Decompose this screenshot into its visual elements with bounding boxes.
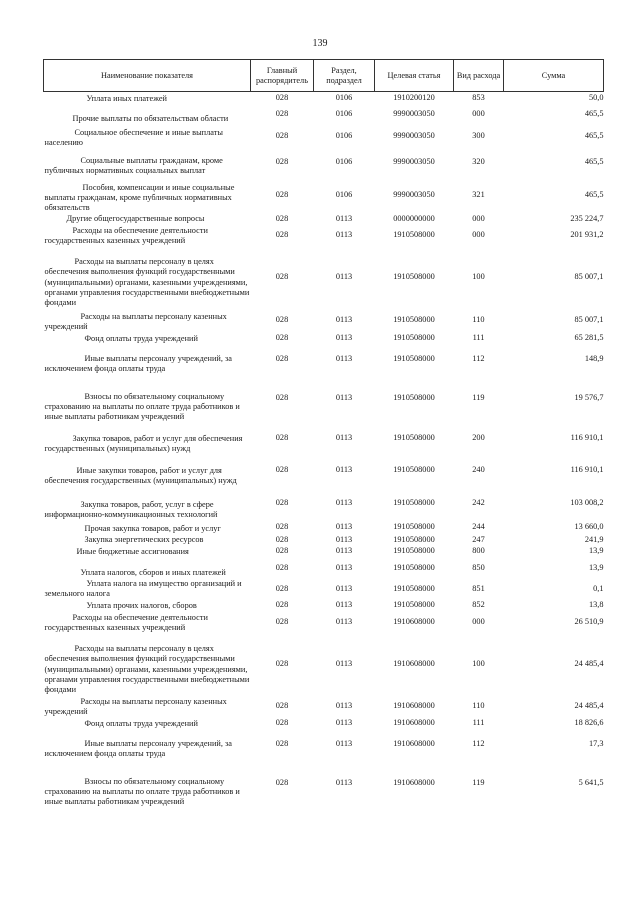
cell-name: Закупка товаров, работ, услуг в сфере информационно-коммуникационных технологий (44, 499, 218, 520)
column-header-name: Наименование показателя (44, 60, 251, 92)
table-row (44, 455, 604, 487)
cell-type: 247 (472, 534, 485, 544)
cell-section: 0113 (335, 562, 353, 572)
table-row (44, 634, 604, 696)
cell-name: Уплата прочих налогов, сборов (86, 601, 197, 611)
cell-manager: 028 (275, 701, 289, 711)
cell-name: Расходы на обеспечение деятельности государственных казенных учреждений (44, 225, 208, 246)
table-row (44, 696, 604, 718)
cell-section: 0113 (335, 272, 353, 282)
cell-manager: 028 (275, 433, 289, 443)
cell-manager: 028 (275, 393, 289, 403)
table-row (44, 718, 604, 730)
cell-sum: 13 660,0 (574, 522, 604, 532)
cell-section: 0113 (335, 333, 353, 343)
cell-manager: 028 (275, 333, 289, 343)
table-row (44, 375, 604, 423)
cell-target: 9990003050 (393, 157, 435, 167)
cell-type: 112 (472, 739, 485, 749)
column-header-manager: Главный распорядитель (251, 60, 314, 92)
table-row (44, 546, 604, 558)
cell-target: 1910508000 (393, 522, 435, 532)
cell-type: 000 (472, 213, 485, 223)
cell-manager: 028 (275, 617, 289, 627)
cell-type: 300 (472, 131, 485, 141)
cell-name: Иные выплаты персоналу учреждений, за исключением фонда оплаты труда (44, 353, 232, 374)
cell-name: Прочие выплаты по обязательствам области (72, 114, 229, 124)
cell-target: 1910508000 (393, 600, 435, 610)
cell-manager: 028 (275, 583, 289, 593)
cell-target: 9990003050 (393, 109, 435, 119)
cell-manager: 028 (275, 522, 289, 532)
cell-section: 0113 (335, 583, 353, 593)
cell-sum: 17,3 (588, 739, 604, 749)
cell-target: 1910508000 (393, 333, 435, 343)
cell-type: 119 (472, 778, 485, 788)
cell-section: 0113 (335, 659, 353, 669)
cell-manager: 028 (275, 778, 289, 788)
column-header-sum: Сумма (504, 60, 604, 92)
cell-sum: 465,5 (584, 109, 604, 119)
table-row (44, 177, 604, 214)
cell-manager: 028 (275, 498, 289, 508)
cell-section: 0113 (335, 546, 353, 556)
cell-name: Фонд оплаты труда учреждений (84, 719, 198, 729)
cell-sum: 24 485,4 (574, 701, 604, 711)
cell-manager: 028 (275, 93, 289, 103)
cell-manager: 028 (275, 718, 289, 728)
cell-sum: 26 510,9 (574, 617, 604, 627)
column-header-type: Вид расхода (454, 60, 504, 92)
cell-sum: 5 641,5 (578, 778, 604, 788)
cell-sum: 85 007,1 (574, 272, 604, 282)
cell-name: Иные закупки товаров, работ и услуг для обеспечения государственных (муниципальных) нужд (44, 465, 237, 486)
cell-sum: 103 008,2 (570, 498, 604, 508)
table-row (44, 535, 604, 546)
table-row (44, 345, 604, 375)
cell-manager: 028 (275, 131, 289, 141)
page-number: 139 (312, 38, 328, 49)
cell-type: 244 (472, 522, 485, 532)
cell-section: 0106 (335, 109, 353, 119)
cell-sum: 465,5 (584, 189, 604, 199)
table-row (44, 612, 604, 634)
cell-manager: 028 (275, 659, 289, 669)
column-header-target: Целевая статья (375, 60, 454, 92)
cell-type: 853 (472, 93, 485, 103)
cell-sum: 116 910,1 (570, 433, 604, 443)
cell-type: 110 (472, 701, 485, 711)
cell-type: 850 (472, 562, 485, 572)
cell-sum: 235 224,7 (570, 213, 604, 223)
cell-name: Другие общегосударственные вопросы (66, 214, 205, 224)
cell-target: 1910508000 (393, 583, 435, 593)
table-row (44, 125, 604, 149)
cell-name: Расходы на выплаты персоналу в целях обеспечения выполнения функций государственными (муниципальными) органами, казенными учреждениями, органами управления государственными внебюджетными фондами (44, 644, 250, 695)
cell-target: 1910608000 (393, 617, 435, 627)
cell-section: 0113 (335, 534, 353, 544)
cell-section: 0113 (335, 433, 353, 443)
cell-target: 1910508000 (393, 546, 435, 556)
cell-target: 1910508000 (393, 230, 435, 240)
cell-type: 110 (472, 315, 485, 325)
table-row (44, 92, 604, 105)
table-row (44, 214, 604, 225)
cell-manager: 028 (275, 465, 289, 475)
cell-section: 0113 (335, 617, 353, 627)
table-row (44, 423, 604, 455)
cell-section: 0113 (335, 465, 353, 475)
cell-name: Прочая закупка товаров, работ и услуг (84, 524, 221, 534)
table-row (44, 487, 604, 521)
cell-type: 112 (472, 354, 485, 364)
column-header-section: Раздел, подраздел (314, 60, 375, 92)
cell-type: 100 (472, 272, 485, 282)
table-row (44, 521, 604, 535)
table-row (44, 600, 604, 612)
cell-section: 0106 (335, 131, 353, 141)
cell-target: 1910508000 (393, 498, 435, 508)
cell-manager: 028 (275, 230, 289, 240)
cell-manager: 028 (275, 562, 289, 572)
cell-type: 321 (472, 189, 485, 199)
cell-section: 0113 (335, 213, 353, 223)
cell-name: Уплата иных платежей (86, 94, 167, 104)
cell-name: Социальное обеспечение и иные выплаты населению (44, 127, 223, 148)
cell-section: 0113 (335, 778, 353, 788)
table-row (44, 105, 604, 125)
table-row (44, 225, 604, 247)
cell-section: 0113 (335, 522, 353, 532)
cell-manager: 028 (275, 546, 289, 556)
cell-section: 0113 (335, 600, 353, 610)
cell-name: Уплата налога на имущество организаций и земельного налога (44, 578, 242, 599)
cell-target: 1910608000 (393, 778, 435, 788)
table-row (44, 730, 604, 760)
cell-section: 0106 (335, 93, 353, 103)
cell-sum: 19 576,7 (574, 393, 604, 403)
cell-name: Расходы на выплаты персоналу в целях обеспечения выполнения функций государственными (муниципальными) органами, казенными учреждениями, органами управления государственными внебюджетными фондами (44, 257, 250, 308)
cell-target: 1910508000 (393, 433, 435, 443)
cell-type: 000 (472, 230, 485, 240)
cell-name: Социальные выплаты гражданам, кроме публичных нормативных социальных выплат (44, 155, 223, 176)
cell-manager: 028 (275, 109, 289, 119)
cell-section: 0113 (335, 701, 353, 711)
cell-name: Закупка товаров, работ и услуг для обеспечения государственных (муниципальных) нужд (44, 433, 243, 454)
cell-target: 0000000000 (393, 213, 435, 223)
cell-target: 1910608000 (393, 659, 435, 669)
cell-name: Взносы по обязательному социальному страхованию на выплаты по оплате труда работников и иные выплаты работникам учреждений (44, 391, 240, 422)
cell-name: Расходы на выплаты персоналу казенных учреждений (44, 696, 227, 717)
cell-name: Уплата налогов, сборов и иных платежей (80, 568, 226, 578)
cell-name: Иные выплаты персоналу учреждений, за исключением фонда оплаты труда (44, 738, 232, 759)
cell-sum: 13,9 (588, 562, 604, 572)
cell-manager: 028 (275, 213, 289, 223)
cell-type: 200 (472, 433, 485, 443)
cell-section: 0106 (335, 189, 353, 199)
cell-manager: 028 (275, 189, 289, 199)
cell-name: Пособия, компенсации и иные социальные выплаты гражданам, кроме публичных нормативных обязательств (44, 182, 235, 213)
table-body (44, 92, 604, 808)
cell-target: 1910508000 (393, 315, 435, 325)
table-row (44, 247, 604, 309)
cell-manager: 028 (275, 739, 289, 749)
cell-type: 111 (472, 333, 485, 343)
cell-target: 1910608000 (393, 739, 435, 749)
cell-sum: 241,9 (584, 534, 604, 544)
cell-manager: 028 (275, 534, 289, 544)
cell-section: 0113 (335, 315, 353, 325)
cell-sum: 18 826,6 (574, 718, 604, 728)
cell-type: 851 (472, 583, 485, 593)
cell-target: 1910508000 (393, 465, 435, 475)
table-row (44, 760, 604, 808)
cell-manager: 028 (275, 600, 289, 610)
cell-target: 9990003050 (393, 189, 435, 199)
cell-sum: 13,9 (588, 546, 604, 556)
cell-target: 1910508000 (393, 562, 435, 572)
cell-name: Иные бюджетные ассигнования (76, 547, 189, 557)
cell-manager: 028 (275, 354, 289, 364)
table-row (44, 309, 604, 333)
cell-type: 000 (472, 109, 485, 119)
cell-sum: 13,8 (588, 600, 604, 610)
cell-type: 100 (472, 659, 485, 669)
cell-sum: 65 281,5 (574, 333, 604, 343)
cell-target: 1910508000 (393, 354, 435, 364)
cell-type: 000 (472, 617, 485, 627)
cell-manager: 028 (275, 315, 289, 325)
cell-type: 111 (472, 718, 485, 728)
table-row (44, 558, 604, 579)
cell-type: 320 (472, 157, 485, 167)
cell-section: 0113 (335, 354, 353, 364)
table-row (44, 333, 604, 345)
cell-target: 1910508000 (393, 534, 435, 544)
cell-sum: 24 485,4 (574, 659, 604, 669)
cell-target: 1910508000 (393, 272, 435, 282)
cell-target: 1910508000 (393, 393, 435, 403)
cell-name: Закупка энергетических ресурсов (84, 535, 204, 545)
table-row (44, 149, 604, 177)
cell-name: Взносы по обязательному социальному страхованию на выплаты по оплате труда работников и иные выплаты работникам учреждений (44, 776, 240, 807)
cell-sum: 50,0 (588, 93, 604, 103)
cell-target: 1910608000 (393, 718, 435, 728)
budget-table (43, 59, 604, 808)
cell-sum: 201 931,2 (570, 230, 604, 240)
cell-sum: 85 007,1 (574, 315, 604, 325)
cell-target: 1910608000 (393, 701, 435, 711)
cell-type: 240 (472, 465, 485, 475)
table-header-row (44, 60, 604, 92)
cell-sum: 0,1 (593, 583, 604, 593)
cell-type: 242 (472, 498, 485, 508)
cell-section: 0113 (335, 230, 353, 240)
cell-section: 0113 (335, 498, 353, 508)
cell-section: 0106 (335, 157, 353, 167)
table-row (44, 579, 604, 600)
cell-sum: 465,5 (584, 131, 604, 141)
cell-name: Фонд оплаты труда учреждений (84, 334, 198, 344)
cell-name: Расходы на обеспечение деятельности государственных казенных учреждений (44, 612, 208, 633)
cell-type: 800 (472, 546, 485, 556)
cell-type: 119 (472, 393, 485, 403)
cell-sum: 465,5 (584, 157, 604, 167)
cell-type: 852 (472, 600, 485, 610)
cell-target: 1910200120 (393, 93, 435, 103)
cell-name: Расходы на выплаты персоналу казенных учреждений (44, 311, 227, 332)
cell-target: 9990003050 (393, 131, 435, 141)
cell-section: 0113 (335, 718, 353, 728)
cell-section: 0113 (335, 393, 353, 403)
cell-manager: 028 (275, 157, 289, 167)
cell-sum: 148,9 (584, 354, 604, 364)
cell-sum: 116 910,1 (570, 465, 604, 475)
cell-manager: 028 (275, 272, 289, 282)
cell-section: 0113 (335, 739, 353, 749)
